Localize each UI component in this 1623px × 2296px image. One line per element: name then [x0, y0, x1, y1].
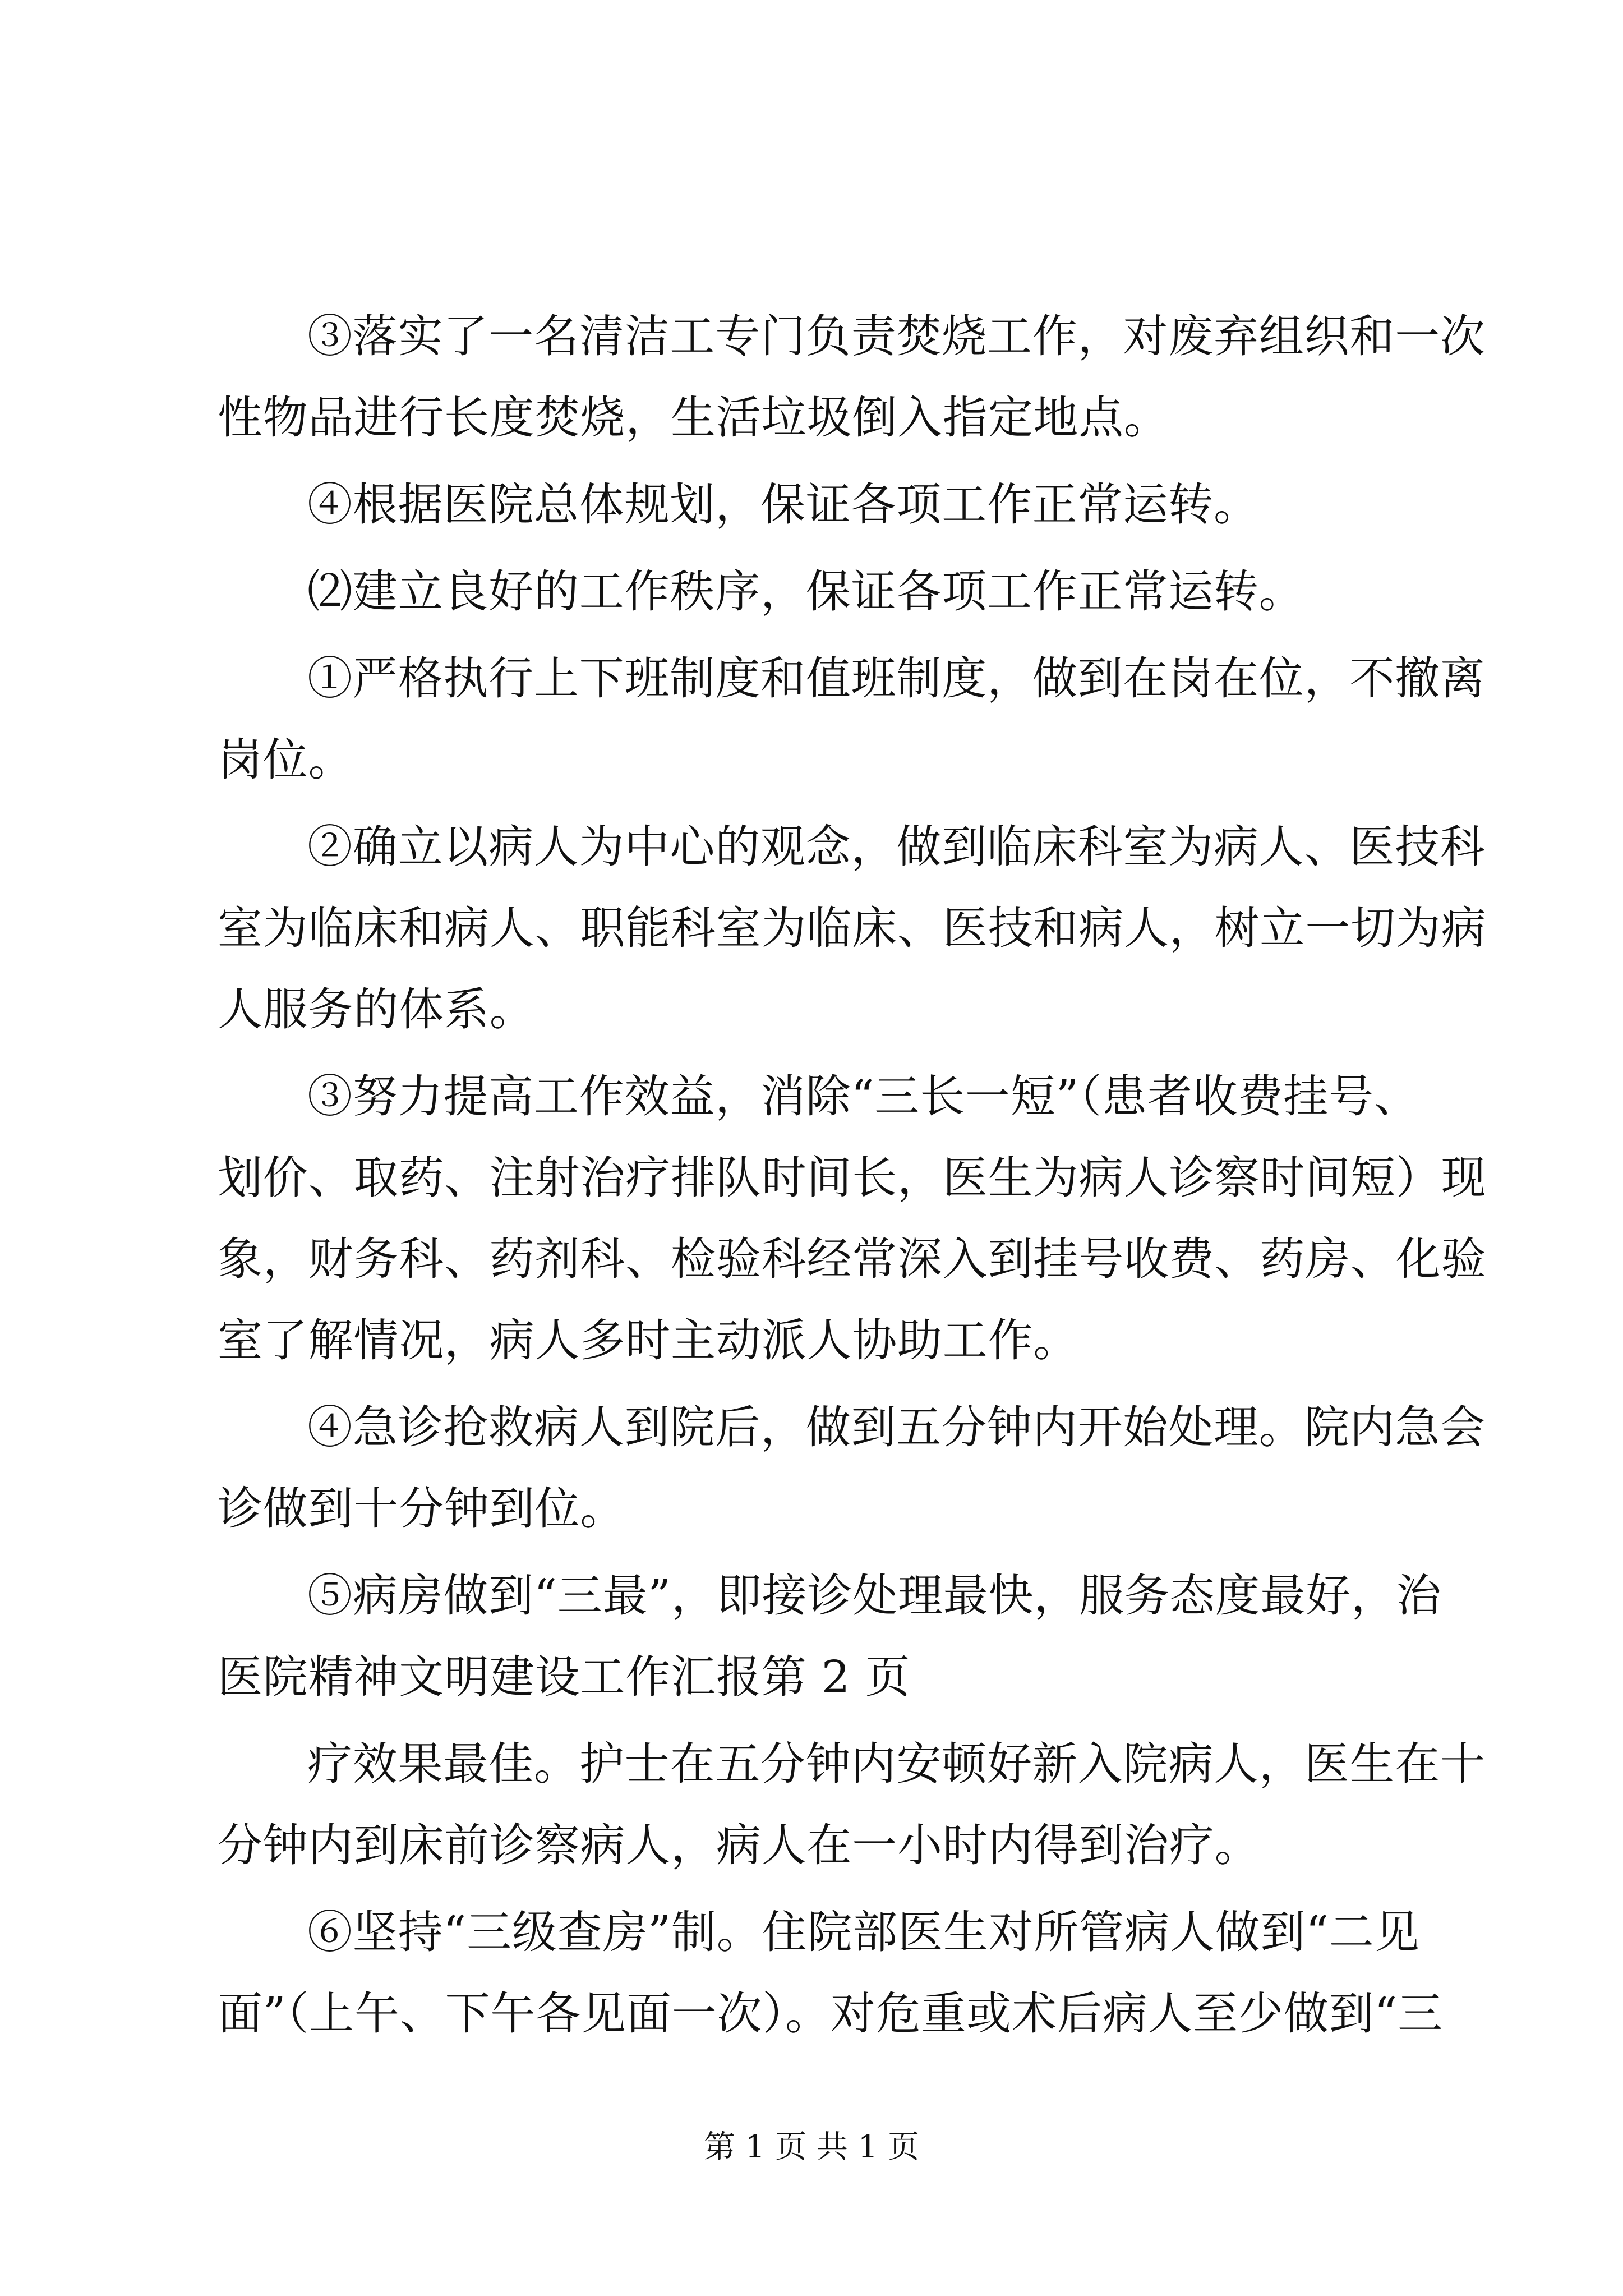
paragraph-line: 室了解情况，病人多时主动派人协助工作。	[218, 1314, 1079, 1366]
paragraph-line: ③落实了一名清洁工专门负责焚烧工作，对废弃组织和一次	[307, 310, 1486, 362]
paragraph-line: 人服务的体系。	[218, 983, 535, 1036]
document-page	[218, 0, 1487, 2296]
paragraph-line: 面”（上午、下午各见面一次）。对危重或术后病人至少做到“三	[218, 1987, 1443, 2040]
paragraph-line: 分钟内到床前诊察病人，病人在一小时内得到治疗。	[218, 1819, 1260, 1871]
paragraph-line: ③努力提高工作效益，消除“三长一短”（患者收费挂号、	[307, 1070, 1419, 1122]
paragraph-line: ⑥坚持“三级查房”制。住院部医生对所管病人做到“二见	[307, 1906, 1420, 1958]
paragraph-line: ⑤病房做到“三最”，即接诊处理最快，服务态度最好，治	[307, 1570, 1442, 1622]
paragraph-line: 性物品进行长度焚烧，生活垃圾倒入指定地点。	[218, 392, 1169, 444]
paragraph-line: ②确立以病人为中心的观念，做到临床科室为病人、医技科	[307, 821, 1486, 873]
paragraph-line: 诊做到十分钟到位。	[218, 1483, 626, 1535]
paragraph-line: ④根据医院总体规划，保证各项工作正常运转。	[307, 478, 1259, 531]
page-footer: 第 1 页 共 1 页	[703, 2129, 920, 2165]
paragraph-line: ④急诊抢救病人到院后，做到五分钟内开始处理。院内急会	[307, 1401, 1486, 1453]
paragraph-line: 划价、取药、注射治疗排队时间长，医生为病人诊察时间短）现	[218, 1152, 1487, 1204]
page-break-label: 医院精神文明建设工作汇报第 2 页	[218, 1651, 911, 1703]
paragraph-line: 室为临床和病人、职能科室为临床、医技和病人，树立一切为病	[218, 902, 1487, 954]
paragraph-line: 疗效果最佳。护士在五分钟内安顿好新入院病人，医生在十	[307, 1738, 1486, 1790]
paragraph-line: ⑵建立良好的工作秩序，保证各项工作正常运转。	[307, 565, 1304, 618]
paragraph-line: 岗位。	[218, 734, 354, 786]
paragraph-line: 象，财务科、药剂科、检验科经常深入到挂号收费、药房、化验	[218, 1233, 1487, 1285]
paragraph-line: ①严格执行上下班制度和值班制度，做到在岗在位，不撤离	[307, 652, 1486, 705]
